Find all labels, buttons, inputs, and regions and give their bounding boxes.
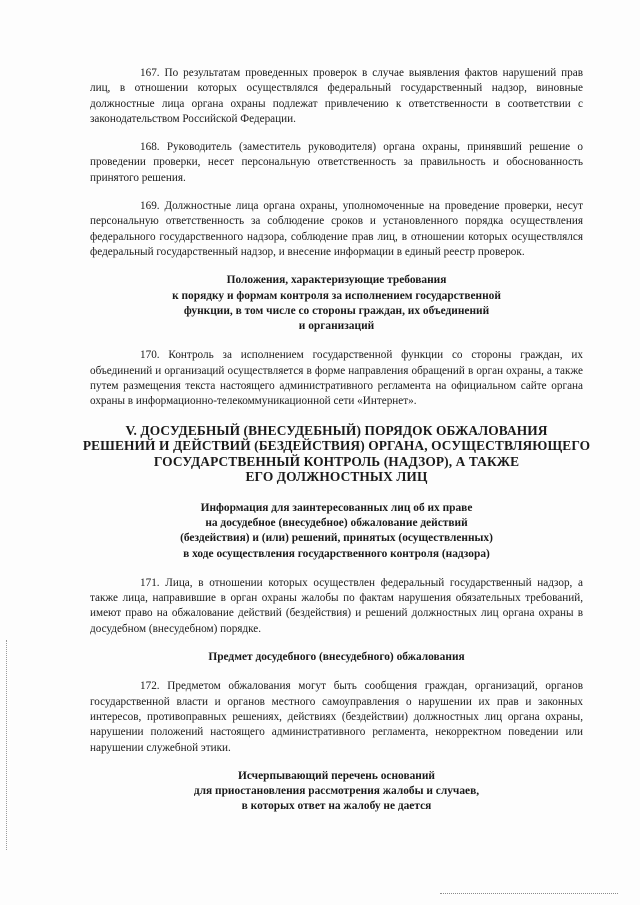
margin-scan-marks (6, 640, 8, 850)
section-title-line: ГОСУДАРСТВЕННЫЙ КОНТРОЛЬ (НАДЗОР), А ТАКЖЕ (153, 453, 520, 469)
paragraph-168: 168. Руководитель (заместитель руководителя) органа охраны, принявший решение о проведении проверки, несет персональную ответственность за правильность и обоснованность принятого решения. (90, 141, 583, 184)
heading-line: Предмет досудебного (внесудебного) обжалования (208, 651, 465, 664)
heading-appeal-subject (90, 650, 583, 665)
paragraph-171: 171. Лица, в отношении которых осуществлен федеральный государственный надзор, а также лица, направившие в орган охраны жалобы по фактам нарушения обязательных требований, имеют право на обжалование действий (бездействия) и решений должностных лиц органа охраны в досудебном (внесудебном) порядке. (90, 576, 583, 635)
heading-line: Положения, характеризующие требования (226, 274, 447, 287)
paragraph-172: 172. Предметом обжалования могут быть сообщения граждан, организаций, органов государственной власти и органов местного самоуправления о нарушении их прав и законных интересов, противоправных решениях, действиях (бездействии) должностных лиц органа охраны, нарушении положений настоящего административного регламента, некорректном поведении или нарушении служебной этики. (90, 680, 583, 754)
paragraph-169: 169. Должностные лица органа охраны, уполномоченные на проведение проверки, несут персональную ответственность за соблюдение сроков и установленного порядка осуществления федерального государственного надзора, соблюдение прав лиц, в отношении которых осуществлялся федеральный государственный надзор, и внесение информации в единый реестр проверок. (90, 200, 583, 258)
heading-line: (бездействия) и (или) решений, принятых (осуществленных) (180, 532, 493, 545)
heading-appeal-information (90, 501, 583, 562)
heading-control-requirements (90, 273, 583, 334)
heading-line: Информация для заинтересованных лиц об их праве (200, 501, 473, 514)
heading-line: в которых ответ на жалобу не дается (241, 800, 432, 813)
page-content (82, 66, 591, 829)
heading-line: в ходе осуществления государственного контроля (надзора) (183, 547, 490, 560)
paragraph-167: 167. По результатам проведенных проверок в случае выявления фактов нарушений прав лиц, в отношении которых осуществлялся федеральный государственный надзор, виновные должностные лица органа охраны подлежат привлечению к ответственности в соответствии с законодательством Российской Федерации. (90, 67, 583, 125)
heading-line: функции, в том числе со стороны граждан, их объединений (183, 304, 490, 317)
bottom-dotted-rule (440, 893, 618, 894)
section-title-line: РЕШЕНИЙ И ДЕЙСТВИЙ (БЕЗДЕЙСТВИЯ) ОРГАНА, ОСУЩЕСТВЛЯЮЩЕГО (82, 438, 591, 454)
heading-line: и организаций (298, 320, 375, 333)
heading-suspension-grounds (90, 769, 583, 815)
section-title-line: ЕГО ДОЛЖНОСТНЫХ ЛИЦ (245, 469, 428, 485)
section-v-title (82, 423, 591, 485)
heading-line: Исчерпывающий перечень оснований (238, 769, 435, 782)
section-title-line: V. ДОСУДЕБНЫЙ (ВНЕСУДЕБНЫЙ) ПОРЯДОК ОБЖАЛОВАНИЯ (125, 422, 548, 438)
heading-line: к порядку и формам контроля за исполнением государственной (172, 289, 501, 302)
heading-line: на досудебное (внесудебное) обжалование действий (205, 516, 468, 529)
heading-line: для приостановления рассмотрения жалобы и случаев, (193, 785, 480, 798)
paragraph-170: 170. Контроль за исполнением государственной функции со стороны граждан, их объединений и организаций осуществляется в форме направления обращений в орган охраны, а также путем размещения текста настоящего административного регламента на официальном сайте органа охраны в информационно-телекоммуникационной сети «Интернет». (90, 349, 583, 408)
